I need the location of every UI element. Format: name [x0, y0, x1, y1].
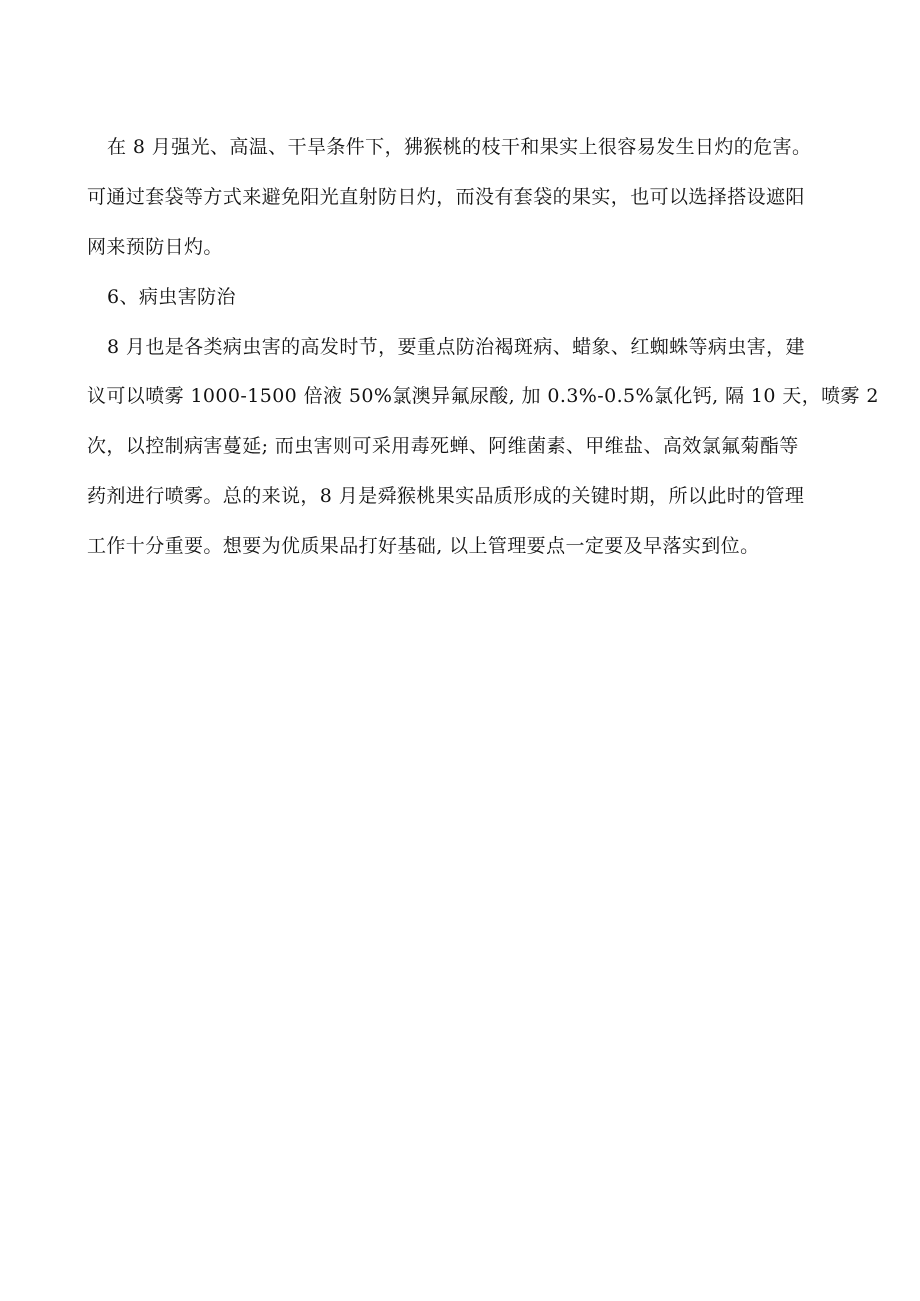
- paragraph-1-line-1: 在 8 月强光、高温、干旱条件下，狒猴桃的枝干和果实上很容易发生日灼的危害。: [107, 136, 812, 158]
- paragraph-2-line-2: 议可以喷雾 1000-1500 倍液 50%氯澳异氟尿酸, 加 0.3%-0.5%氯化钙, 隔 10 天，喷雾 2: [87, 385, 879, 407]
- paragraph-1-line-2: 可通过套袋等方式来避免阳光直射防日灼，而没有套袋的果实，也可以选择搭设遮阳: [87, 186, 805, 208]
- paragraph-1-line-3: 网来预防日灼。: [87, 236, 223, 258]
- paragraph-2-line-3: 次，以控制病害蔓延; 而虫害则可采用毒死蝉、阿维菌素、甲维盐、高效氯氟菊酯等: [87, 435, 799, 457]
- section-heading-6: 6、病虫害防治: [107, 286, 236, 308]
- paragraph-2-line-1: 8 月也是各类病虫害的高发时节，要重点防治褐斑病、蜡象、红蜘蛛等病虫害，建: [107, 336, 805, 358]
- paragraph-2-line-4: 药剂进行喷雾。总的来说，8 月是舜猴桃果实品质形成的关键时期，所以此时的管理: [87, 485, 805, 507]
- paragraph-2-line-5: 工作十分重要。想要为优质果品打好基础, 以上管理要点一定要及早落实到位。: [87, 535, 760, 557]
